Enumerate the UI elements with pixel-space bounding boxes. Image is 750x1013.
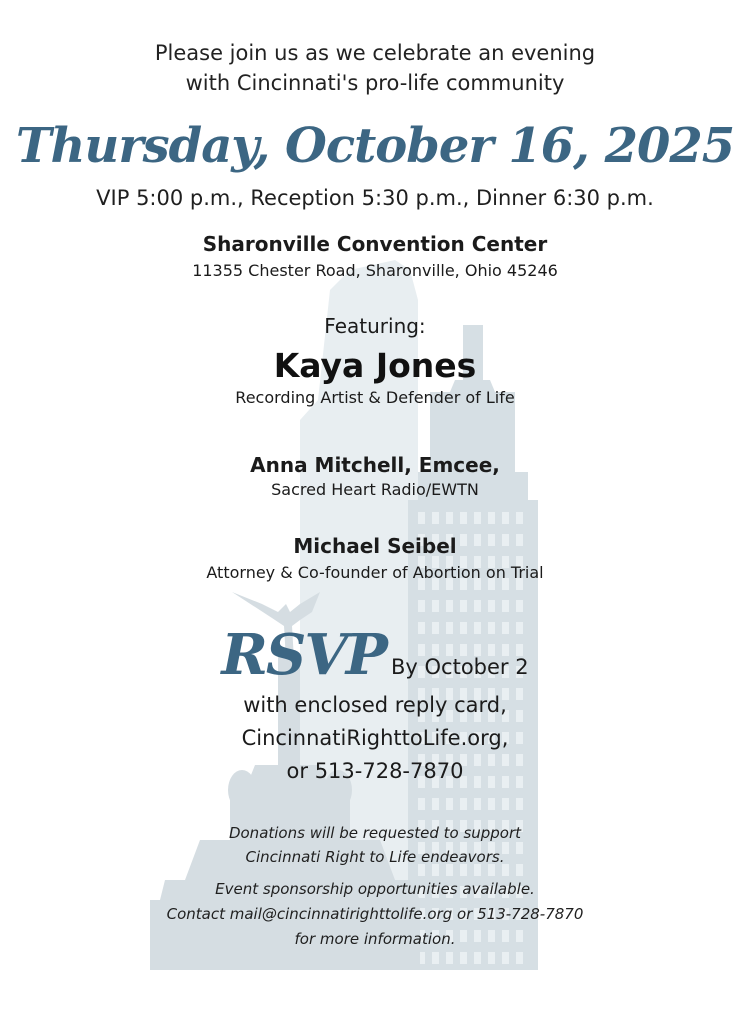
headliner-title: Recording Artist & Defender of Life	[235, 388, 515, 407]
sponsorship-line-3: for more information.	[294, 930, 456, 948]
rsvp-deadline: By October 2	[391, 655, 529, 679]
speaker-title: Attorney & Co-founder of Abortion on Trial	[206, 563, 544, 582]
intro-line-2: with Cincinnati's pro-life community	[185, 71, 565, 95]
venue-name: Sharonville Convention Center	[202, 232, 548, 256]
rsvp-line-1: with enclosed reply card,	[243, 693, 507, 717]
rsvp-word: RSVP	[221, 622, 386, 688]
donations-line-1: Donations will be requested to support	[228, 824, 522, 842]
intro-line-1: Please join us as we celebrate an evening	[154, 41, 596, 65]
donations-line-2: Cincinnati Right to Life endeavors.	[245, 848, 505, 866]
emcee-name: Anna Mitchell, Emcee,	[250, 453, 500, 477]
rsvp-line-3: or 513-728-7870	[286, 759, 464, 783]
speaker-name: Michael Seibel	[293, 534, 457, 558]
featuring-label: Featuring:	[324, 314, 426, 338]
emcee-title: Sacred Heart Radio/EWTN	[271, 480, 479, 499]
sponsorship-line-1: Event sponsorship opportunities available.	[215, 880, 535, 898]
sponsorship-line-2: Contact mail@cincinnatirighttolife.org or 513-728-7870	[166, 905, 584, 923]
event-times: VIP 5:00 p.m., Reception 5:30 p.m., Dinner 6:30 p.m.	[96, 186, 654, 210]
rsvp-heading	[0, 622, 750, 688]
headliner-name: Kaya Jones	[273, 346, 477, 385]
event-date: Thursday, October 16, 2025	[15, 118, 735, 174]
venue-address: 11355 Chester Road, Sharonville, Ohio 45246	[192, 261, 558, 280]
rsvp-line-2: CincinnatiRighttoLife.org,	[241, 726, 509, 750]
